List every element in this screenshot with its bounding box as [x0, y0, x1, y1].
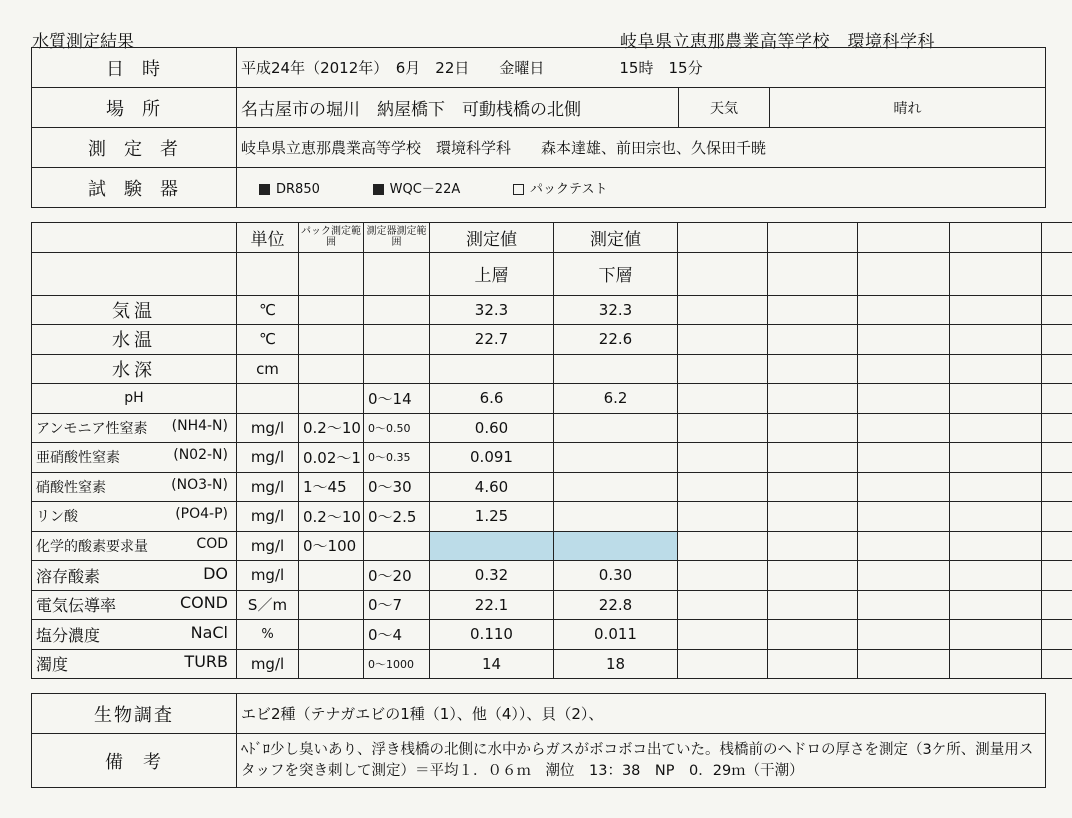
meter-range-cell — [364, 295, 430, 325]
empty-cell — [858, 531, 950, 561]
empty-cell — [950, 295, 1042, 325]
empty-cell — [678, 413, 768, 443]
item-cell — [32, 443, 237, 473]
info-table — [31, 47, 1046, 208]
pack-range-cell — [299, 295, 364, 325]
meter-range-cell — [364, 531, 430, 561]
checkbox-unchecked-icon — [513, 184, 524, 195]
unit-cell: % — [237, 620, 299, 650]
empty-cell — [858, 649, 950, 679]
item-code: NaCl — [190, 622, 228, 642]
item-code: COD — [196, 535, 228, 552]
empty-cell — [768, 620, 858, 650]
empty-cell — [950, 531, 1042, 561]
lower-value-cell: 32.3 — [554, 295, 678, 325]
item-cell — [32, 531, 237, 561]
lower-value-cell: 22.8 — [554, 590, 678, 620]
lower-value-cell: 6.2 — [554, 384, 678, 414]
item-cell — [32, 354, 237, 384]
empty-cell — [950, 590, 1042, 620]
instrument-wqc22a: WQC－22A — [373, 178, 461, 197]
meter-range-cell: 0～7 — [364, 590, 430, 620]
empty-cell — [950, 649, 1042, 679]
empty-cell — [768, 443, 858, 473]
meter-range-cell: 0～14 — [364, 384, 430, 414]
value1-header: 測定値 — [430, 223, 554, 253]
meter-range-cell: 0～0.50 — [364, 413, 430, 443]
date-label: 日時 — [32, 48, 237, 88]
empty-cell — [768, 295, 858, 325]
place-value: 名古屋市の堀川 納屋橋下 可動桟橋の北側 — [237, 88, 679, 128]
unit-cell: mg/l — [237, 472, 299, 502]
unit-cell: S／m — [237, 590, 299, 620]
header-row-1 — [32, 223, 1072, 253]
empty-cell — [678, 620, 768, 650]
empty-cell — [1042, 472, 1072, 502]
observer-label: 測定者 — [32, 128, 237, 168]
item-cell — [32, 295, 237, 325]
unit-cell: mg/l — [237, 502, 299, 532]
empty-cell — [1042, 384, 1072, 414]
upper-value-cell: 22.1 — [430, 590, 554, 620]
observer-value: 岐阜県立恵那農業高等学校 環境科学科 森本達雄、前田宗也、久保田千暁 — [237, 128, 1046, 168]
instrument-dr850: DR850 — [259, 182, 320, 197]
item-name: 化学的酸素要求量 — [36, 538, 148, 555]
item-code: TURB — [184, 652, 228, 672]
unit-cell: ℃ — [237, 325, 299, 355]
pack-range-cell: 0.2～10 — [299, 413, 364, 443]
lower-value-cell — [554, 472, 678, 502]
empty-cell — [858, 590, 950, 620]
unit-cell: mg/l — [237, 649, 299, 679]
empty-cell — [678, 561, 768, 591]
weather-label: 天気 — [679, 88, 770, 128]
table-row — [32, 413, 1072, 443]
pack-range-cell: 1～45 — [299, 472, 364, 502]
item-cell — [32, 325, 237, 355]
observer-row — [32, 128, 1046, 168]
item-cell — [32, 413, 237, 443]
empty-cell — [858, 295, 950, 325]
item-code: (NO3-N) — [171, 476, 228, 493]
empty-cell — [678, 295, 768, 325]
empty-cell — [858, 443, 950, 473]
date-row — [32, 48, 1046, 88]
pack-range-cell — [299, 561, 364, 591]
empty-cell — [858, 472, 950, 502]
table-row — [32, 295, 1072, 325]
weather-value: 晴れ — [770, 88, 1046, 128]
empty-cell — [950, 384, 1042, 414]
item-name: pH — [124, 390, 144, 407]
empty-cell — [1042, 413, 1072, 443]
upper-value-cell: 0.60 — [430, 413, 554, 443]
pack-range-cell — [299, 354, 364, 384]
unit-cell — [237, 384, 299, 414]
item-name: 水深 — [112, 359, 156, 381]
pack-range-header: パック測定範囲 — [299, 223, 364, 253]
upper-value-cell — [430, 531, 554, 561]
empty-cell — [1042, 354, 1072, 384]
empty-cell — [768, 384, 858, 414]
item-name: リン酸 — [36, 509, 78, 526]
empty-cell — [768, 531, 858, 561]
place-label: 場所 — [32, 88, 237, 128]
meter-range-cell: 0～0.35 — [364, 443, 430, 473]
item-name: 水温 — [112, 330, 156, 352]
unit-cell: mg/l — [237, 561, 299, 591]
item-name: 溶存酸素 — [36, 566, 101, 586]
pack-range-cell — [299, 590, 364, 620]
lower-value-cell — [554, 413, 678, 443]
meter-range-header: 測定器測定範囲 — [364, 223, 430, 253]
meter-range-cell: 0～4 — [364, 620, 430, 650]
measurement-table — [31, 222, 1072, 679]
empty-cell — [678, 649, 768, 679]
unit-cell: mg/l — [237, 443, 299, 473]
header-row-2 — [32, 252, 1072, 295]
table-row — [32, 620, 1072, 650]
empty-cell — [950, 354, 1042, 384]
meter-range-cell — [364, 325, 430, 355]
empty-cell — [678, 443, 768, 473]
empty-cell — [678, 531, 768, 561]
empty-cell — [768, 325, 858, 355]
item-cell — [32, 384, 237, 414]
item-code: (NH4-N) — [171, 417, 228, 434]
empty-cell — [768, 502, 858, 532]
meter-range-cell: 0～1000 — [364, 649, 430, 679]
upper-value-cell: 0.110 — [430, 620, 554, 650]
layer2-header: 下層 — [554, 252, 678, 295]
notes-value: ﾍﾄﾞﾛ少し臭いあり、浮き桟橋の北側に水中からガスがボコボコ出ていた。桟橋前のヘドロの厚さを測定（3ケ所、測量用スタッフを突き刺して測定）＝平均１．０６ｍ 潮位 13：38 NP 0．29ｍ（干潮） — [237, 734, 1046, 788]
pack-range-cell — [299, 649, 364, 679]
item-name: 亜硝酸性窒素 — [36, 450, 120, 467]
instrument-packtest: パックテスト — [513, 178, 607, 197]
empty-cell — [768, 354, 858, 384]
empty-cell — [1042, 590, 1072, 620]
empty-cell — [768, 413, 858, 443]
lower-value-cell — [554, 531, 678, 561]
empty-cell — [1042, 502, 1072, 532]
meter-range-cell: 0～2.5 — [364, 502, 430, 532]
empty-cell — [858, 413, 950, 443]
empty-cell — [858, 502, 950, 532]
table-row — [32, 531, 1072, 561]
table-row — [32, 502, 1072, 532]
checkbox-checked-icon — [259, 184, 270, 195]
empty-cell — [768, 590, 858, 620]
item-name: 濁度 — [36, 655, 69, 675]
empty-cell — [678, 590, 768, 620]
empty-cell — [678, 325, 768, 355]
checkbox-checked-icon — [373, 184, 384, 195]
item-name: アンモニア性窒素 — [36, 420, 148, 437]
lower-value-cell: 0.011 — [554, 620, 678, 650]
table-row — [32, 325, 1072, 355]
lower-value-cell — [554, 354, 678, 384]
upper-value-cell: 0.091 — [430, 443, 554, 473]
empty-cell — [678, 502, 768, 532]
unit-cell: mg/l — [237, 413, 299, 443]
unit-cell: mg/l — [237, 531, 299, 561]
empty-cell — [950, 413, 1042, 443]
empty-cell — [1042, 649, 1072, 679]
upper-value-cell: 6.6 — [430, 384, 554, 414]
lower-value-cell: 18 — [554, 649, 678, 679]
item-code: (N02-N) — [173, 447, 228, 464]
upper-value-cell: 1.25 — [430, 502, 554, 532]
empty-cell — [950, 502, 1042, 532]
table-row — [32, 472, 1072, 502]
empty-cell — [1042, 295, 1072, 325]
item-cell — [32, 590, 237, 620]
empty-cell — [768, 472, 858, 502]
notes-row — [32, 734, 1046, 788]
upper-value-cell — [430, 354, 554, 384]
bio-value: エビ2種（テナガエビの1種（1）、他（4））、貝（2）、 — [237, 694, 1046, 734]
meter-range-cell: 0～20 — [364, 561, 430, 591]
place-row — [32, 88, 1046, 128]
upper-value-cell: 0.32 — [430, 561, 554, 591]
unit-cell: ℃ — [237, 295, 299, 325]
empty-cell — [768, 649, 858, 679]
table-row — [32, 649, 1072, 679]
table-row — [32, 443, 1072, 473]
empty-cell — [950, 325, 1042, 355]
footer-table — [31, 693, 1046, 788]
empty-cell — [678, 472, 768, 502]
item-name: 電気伝導率 — [36, 596, 117, 616]
empty-cell — [768, 561, 858, 591]
item-cell — [32, 472, 237, 502]
empty-cell — [950, 561, 1042, 591]
empty-cell — [950, 443, 1042, 473]
table-row — [32, 561, 1072, 591]
item-code: COND — [179, 593, 228, 613]
value2-header: 測定値 — [554, 223, 678, 253]
unit-cell: cm — [237, 354, 299, 384]
item-cell — [32, 561, 237, 591]
item-cell — [32, 649, 237, 679]
lower-value-cell — [554, 502, 678, 532]
instrument-row — [32, 168, 1046, 208]
bio-label: 生物調査 — [32, 694, 237, 734]
instrument-list — [237, 168, 1046, 208]
empty-cell — [1042, 561, 1072, 591]
empty-cell — [1042, 620, 1072, 650]
item-name: 気温 — [112, 300, 156, 322]
date-value: 平成24年（2012年） 6月 22日 金曜日 15時 15分 — [237, 48, 1046, 88]
item-code: (PO4-P) — [175, 506, 228, 523]
meter-range-cell — [364, 354, 430, 384]
empty-cell — [1042, 325, 1072, 355]
item-cell — [32, 502, 237, 532]
empty-cell — [678, 354, 768, 384]
upper-value-cell: 32.3 — [430, 295, 554, 325]
empty-cell — [678, 384, 768, 414]
lower-value-cell: 0.30 — [554, 561, 678, 591]
table-row — [32, 384, 1072, 414]
item-code: DO — [203, 563, 228, 583]
empty-cell — [1042, 531, 1072, 561]
upper-value-cell: 22.7 — [430, 325, 554, 355]
lower-value-cell: 22.6 — [554, 325, 678, 355]
empty-cell — [1042, 443, 1072, 473]
upper-value-cell: 4.60 — [430, 472, 554, 502]
school-header: 岐阜県立恵那農業高等学校 環境科学科 — [620, 32, 935, 52]
bio-row — [32, 694, 1046, 734]
instrument-label: 試験器 — [32, 168, 237, 208]
item-name: 塩分濃度 — [36, 625, 101, 645]
unit-header: 単位 — [237, 223, 299, 253]
pack-range-cell: 0～100 — [299, 531, 364, 561]
pack-range-cell — [299, 325, 364, 355]
upper-value-cell: 14 — [430, 649, 554, 679]
item-cell — [32, 620, 237, 650]
empty-cell — [950, 472, 1042, 502]
empty-cell — [858, 620, 950, 650]
meter-range-cell: 0～30 — [364, 472, 430, 502]
table-row — [32, 354, 1072, 384]
pack-range-cell: 0.2～10 — [299, 502, 364, 532]
pack-range-cell — [299, 384, 364, 414]
empty-cell — [858, 325, 950, 355]
layer1-header: 上層 — [430, 252, 554, 295]
empty-cell — [950, 620, 1042, 650]
empty-cell — [858, 354, 950, 384]
notes-label: 備考 — [32, 734, 237, 788]
table-row — [32, 590, 1072, 620]
lower-value-cell — [554, 443, 678, 473]
empty-cell — [858, 384, 950, 414]
pack-range-cell: 0.02～1 — [299, 443, 364, 473]
page-title: 水質測定結果 — [32, 32, 134, 52]
pack-range-cell — [299, 620, 364, 650]
empty-cell — [858, 561, 950, 591]
item-name: 硝酸性窒素 — [36, 479, 106, 496]
measurement-rows — [32, 295, 1072, 679]
